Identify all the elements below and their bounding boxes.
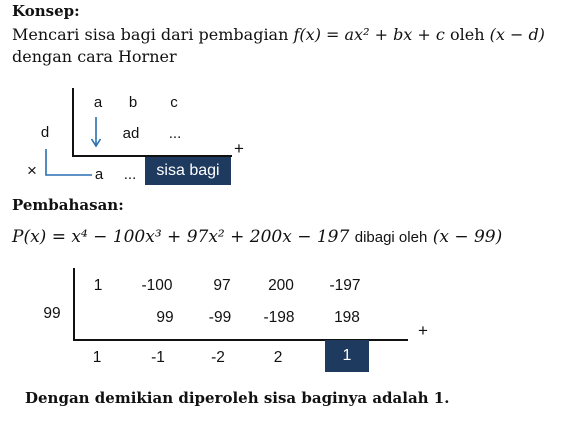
mid-4: 198 [334,309,360,326]
horner-plus: + [418,321,428,340]
diagram-d: d [40,124,50,141]
diagram-top-c: c [170,94,178,111]
coef-1: 1 [93,277,103,294]
dibagi-oleh: dibagi oleh [354,229,428,246]
konsep-prefix: Mencari sisa bagi dari pembagian [12,25,289,44]
konsep-line-1 [12,24,545,45]
konsep-heading: Konsep: [12,2,80,20]
times-icon: × [27,161,37,180]
konsep-oleh: oleh [449,25,485,44]
result-1: 1 [92,349,102,366]
remainder-highlight: sisa bagi [145,157,231,185]
pembahasan-heading: Pembahasan: [12,196,124,214]
diagram-bottom-a: a [94,166,104,183]
pembahasan-statement [12,227,502,247]
coef-5: -197 [329,277,361,294]
conclusion-text: Dengan demikian diperoleh sisa baginya adalah 1. [25,389,450,407]
diagram-top-a: a [93,94,103,111]
diagram-vertical-line [72,88,74,156]
mid-2: -99 [208,309,232,326]
coef-2: -100 [141,277,173,294]
mid-1: 99 [156,309,174,326]
konsep-divisor: (x − d) [489,25,545,44]
diagram-mid-dots: ... [168,125,182,142]
diagram-top-b: b [128,94,138,111]
result-3: -2 [211,349,225,366]
diagram-plus: + [234,139,244,158]
konsep-function: f(x) = ax² + bx + c [293,25,445,44]
polynomial: P(x) = x⁴ − 100x³ + 97x² + 200x − 197 [12,227,350,247]
konsep-line-2: dengan cara Horner [12,47,177,66]
arrow-down-icon [90,116,102,150]
horner-remainder-highlight: 1 [325,340,369,372]
pembahasan-divisor: (x − 99) [432,227,503,247]
diagram-bottom-dots: ... [123,166,137,183]
diagram-mid-ad: ad [122,125,140,142]
result-4: 2 [273,349,283,366]
result-2: -1 [151,349,165,366]
mid-3: -198 [263,309,295,326]
coef-4: 200 [268,277,294,294]
coef-3: 97 [213,277,231,294]
horner-divisor: 99 [43,305,61,322]
